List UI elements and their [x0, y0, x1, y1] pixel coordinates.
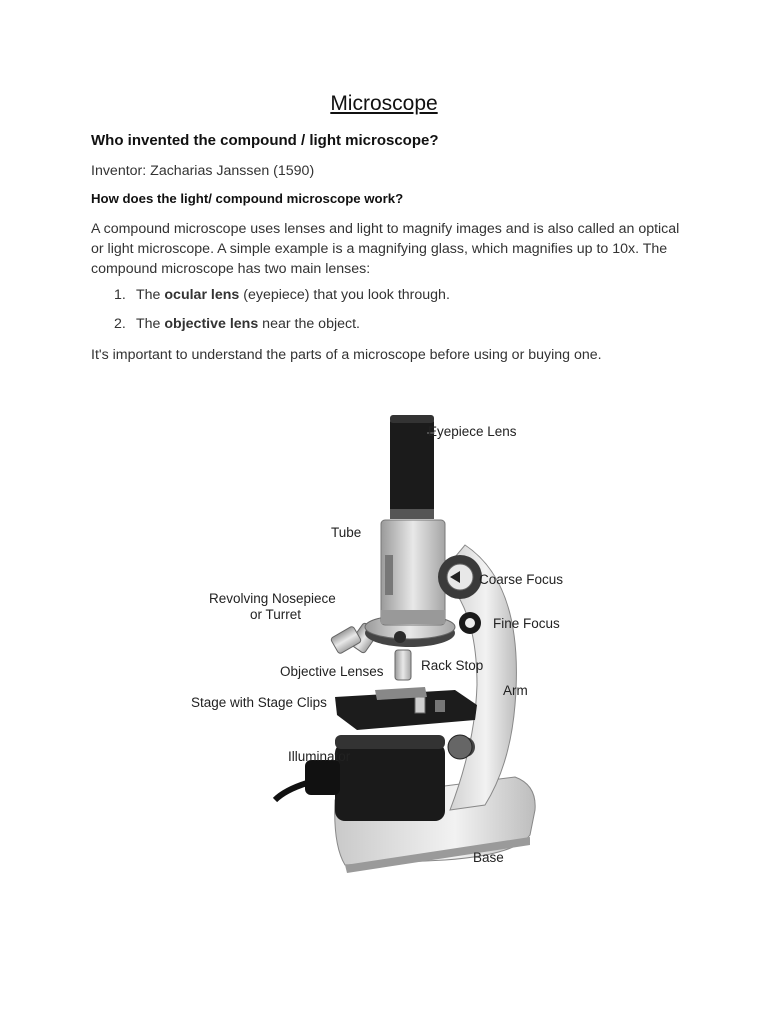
inventor-text: Inventor: Zacharias Janssen (1590) [91, 163, 315, 179]
list-number: 1. [114, 287, 126, 303]
list-text-post: (eyepiece) that you look through. [239, 287, 450, 303]
question-how-tail: ? [395, 191, 404, 206]
intro-paragraph: A compound microscope uses lenses and light to magnify images and is also called an optical or light microscope. A simple example is a magnifying glass, which magnifies up to 10x. The compound microscope has two main lenses: [91, 221, 680, 277]
label-arm: Arm [503, 683, 528, 698]
fine-focus-knob-shape [459, 612, 481, 634]
page-title: Microscope [330, 92, 438, 115]
coarse-focus-knob-shape [438, 555, 482, 599]
label-revolving-nosepiece: Revolving Nosepiece [209, 591, 336, 606]
list-text-post: near the object. [258, 316, 360, 332]
tube-shape [381, 520, 445, 625]
list-text-pre: The [136, 316, 165, 332]
label-base: Base [473, 850, 504, 865]
label-objective-lenses: Objective Lenses [280, 664, 384, 679]
stage-shape [335, 687, 477, 730]
list-text-pre: The [136, 287, 165, 303]
list-text-bold: objective lens [164, 316, 259, 332]
list-item [114, 316, 360, 332]
list-text-bold: ocular lens [164, 287, 240, 303]
label-tube: Tube [331, 525, 362, 540]
microscope-diagram [185, 405, 585, 875]
label-fine-focus: Fine Focus [493, 616, 560, 631]
illuminator-shape [275, 735, 475, 821]
list-number: 2. [114, 316, 126, 332]
list-item [114, 287, 450, 303]
closing-text: It's important to understand the parts of a microscope before using or buying one. [91, 347, 602, 363]
label-or-turret: or Turret [250, 607, 302, 622]
question-how-bold: How does the light/ compound microscope work [91, 191, 396, 206]
label-stage-with-stage-clips: Stage with Stage Clips [191, 695, 327, 710]
label-illuminator: Illuminator [288, 749, 351, 764]
question-how-heading [91, 191, 403, 206]
label-coarse-focus: Coarse Focus [479, 572, 564, 587]
label-rack-stop: Rack Stop [421, 658, 484, 673]
question-inventor-heading: Who invented the compound / light microscope? [91, 132, 439, 149]
label-eyepiece-lens: Eyepiece Lens [428, 424, 517, 439]
